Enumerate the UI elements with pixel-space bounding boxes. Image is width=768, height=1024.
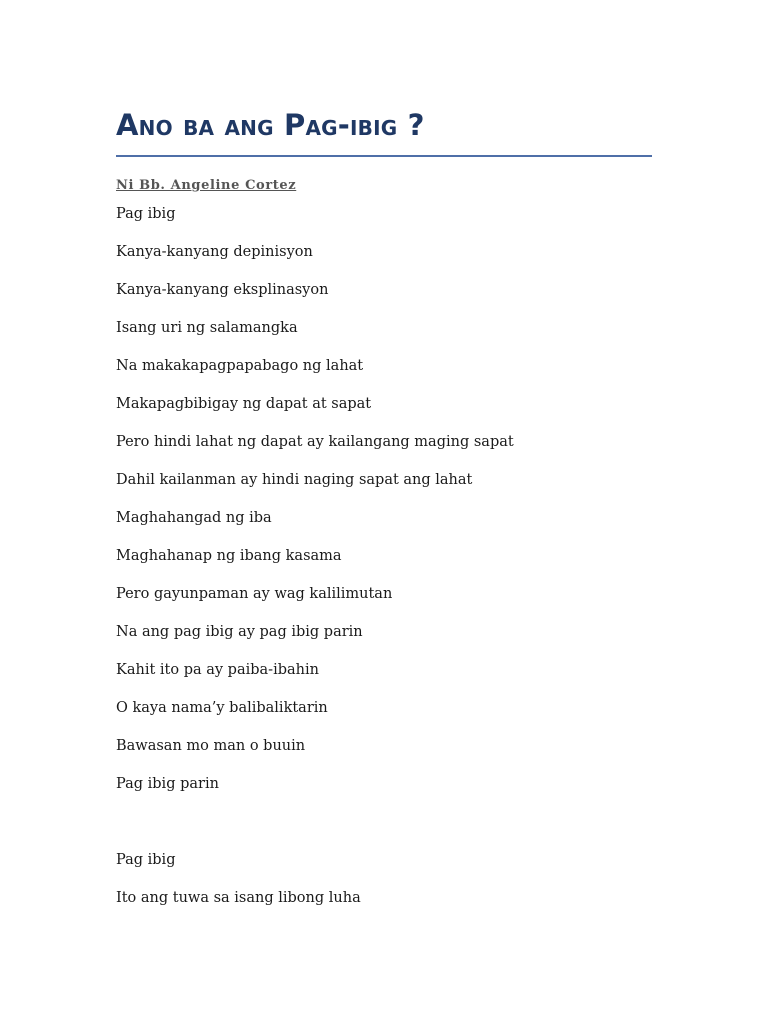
- poem-line: Pero hindi lahat ng dapat ay kailangang maging sapat: [116, 434, 514, 450]
- poem-line: Pero gayunpaman ay wag kalilimutan: [116, 586, 393, 602]
- poem-line: Kanya-kanyang eksplinasyon: [116, 282, 329, 298]
- author-byline: Ni Bb. Angeline Cortez: [116, 178, 297, 193]
- poem-line: Dahil kailanman ay hindi naging sapat ang lahat: [116, 472, 473, 488]
- poem-line: Pag ibig: [116, 852, 176, 868]
- poem-line: Makapagbibigay ng dapat at sapat: [116, 396, 372, 412]
- poem-line: Bawasan mo man o buuin: [116, 738, 306, 754]
- title-divider: [116, 155, 652, 157]
- poem-line: Isang uri ng salamangka: [116, 320, 298, 336]
- page-title: Ano ba ang Pag-ibig ?: [116, 108, 425, 142]
- poem-line: Ito ang tuwa sa isang libong luha: [116, 890, 361, 906]
- poem-line: Pag ibig: [116, 206, 176, 222]
- poem-line: Na makakapagpapabago ng lahat: [116, 358, 364, 374]
- stanza-break: [116, 811, 676, 849]
- poem-line: Maghahangad ng iba: [116, 510, 272, 526]
- poem-line: Pag ibig parin: [116, 776, 219, 792]
- poem-line: Maghahanap ng ibang kasama: [116, 548, 342, 564]
- poem-line: O kaya nama’y balibaliktarin: [116, 700, 328, 716]
- poem-body: [116, 203, 676, 925]
- poem-line: Na ang pag ibig ay pag ibig parin: [116, 624, 363, 640]
- poem-line: Kahit ito pa ay paiba-ibahin: [116, 662, 319, 678]
- poem-line: Kanya-kanyang depinisyon: [116, 244, 313, 260]
